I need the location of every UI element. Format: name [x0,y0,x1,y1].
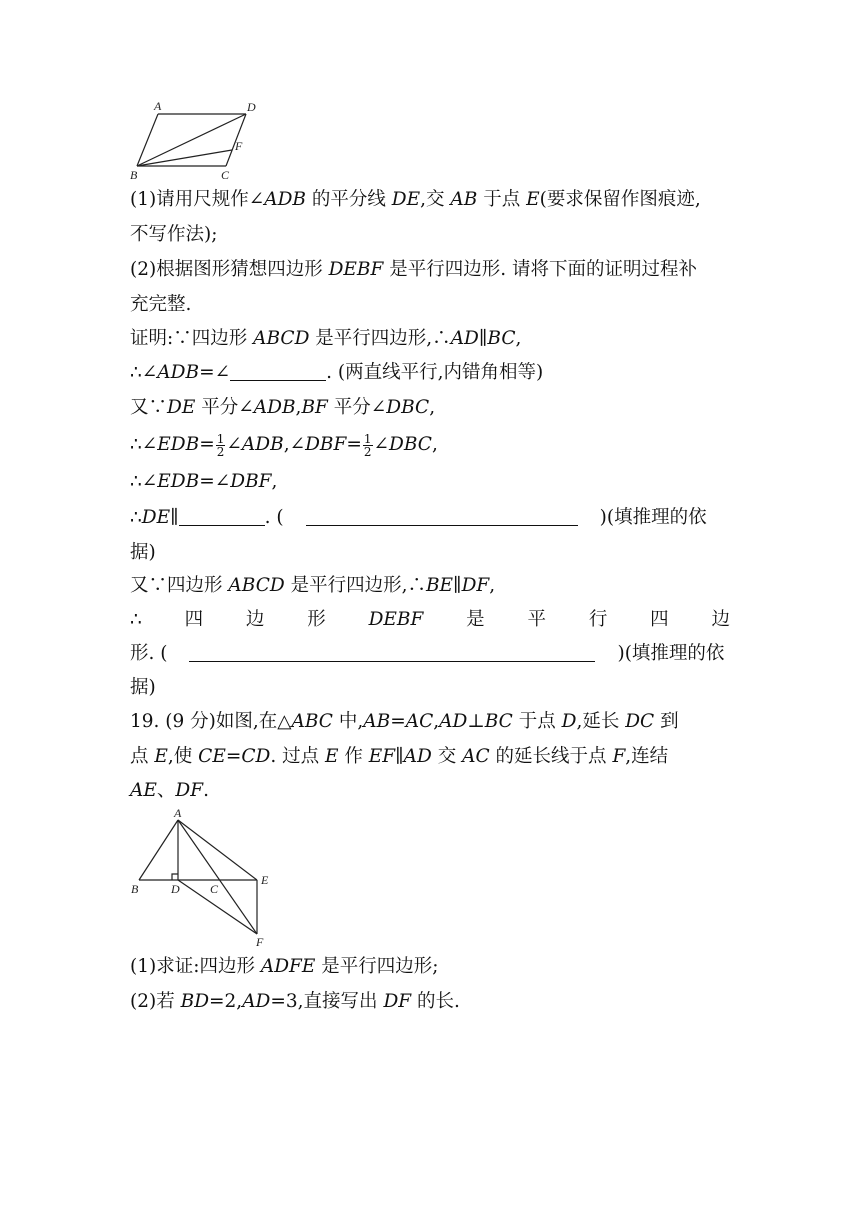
q19-line-2: 点 E,使 CE=CD. 过点 E 作 EF∥AD 交 AC 的延长线于点 F,连结 [130,746,669,767]
q19-part2: (2)若 BD=2,AD=3,直接写出 DF 的长. [130,991,460,1012]
label-b: B [131,882,139,896]
proof-line-4: ∴∠EDB= $\frac{1}{2}$ ∠ADB,∠DBF= $\frac{1}{2}$ ∠DBC, [130,432,438,459]
label-a: A [154,99,162,113]
proof-line-7: 又∵四边形 ABCD 是平行四边形,∴BE∥DF, [130,575,496,596]
q1-line: (1)请用尺规作∠ADB 的平分线 DE,交 AB 于点 E(要求保留作图痕迹, [130,189,701,210]
segment-af [178,820,257,934]
answer-blank-3[interactable] [306,507,578,526]
q1-line-2: 不写作法); [130,224,218,245]
label-f: F [256,935,264,948]
right-angle-mark [172,874,178,880]
q2-line: (2)根据图形猜想四边形 DEBF 是平行四边形. 请将下面的证明过程补 [130,259,698,280]
q19-line-1: 19. (9 分)如图,在△ABC 中,AB=AC,AD⊥BC 于点 D,延长 DC 到 [130,711,679,732]
proof-line-6b: 据) [130,542,156,563]
proof-line-6: ∴DE∥ . ( )(填推理的依 [130,507,707,528]
label-f: F [235,139,243,153]
q19-part1: (1)求证:四边形 ADFE 是平行四边形; [130,956,439,977]
label-b: B [130,168,138,182]
fraction-half: $\frac{1}{2}$ [216,432,225,459]
q2-line-2: 充完整. [130,294,192,315]
segment-ab [139,820,178,880]
label-c: C [210,882,219,896]
label-c: C [221,168,230,182]
proof-line-3: 又∵DE 平分∠ADB,BF 平分∠DBC, [130,397,436,418]
segment-bf [137,150,232,166]
answer-blank-4[interactable] [189,643,595,662]
q19-line-3: AE、DF. [130,780,209,801]
proof-line-2: ∴∠ADB=∠ . (两直线平行,内错角相等) [130,362,544,383]
proof-line-1: 证明:∵四边形 ABCD 是平行四边形,∴AD∥BC, [130,328,522,349]
label-d: D [247,100,256,114]
segment-ae [178,820,257,880]
answer-blank-2[interactable] [179,507,265,526]
parallelogram-figure [128,98,258,182]
label-e: E [261,873,269,887]
label-d: D [171,882,180,896]
proof-line-9: 形. ( )(填推理的依 [130,643,725,664]
answer-blank-1[interactable] [230,362,326,381]
label-a: A [174,806,182,820]
side-ab [137,114,158,166]
diagonal-bd [137,114,246,166]
proof-line-8: ∴ 四 边 形 DEBF 是 平 行 四 边 [130,609,730,630]
proof-line-5: ∴∠EDB=∠DBF, [130,471,278,492]
fraction-half: $\frac{1}{2}$ [363,432,372,459]
proof-line-9b: 据) [130,677,156,698]
triangle-figure [128,806,278,948]
